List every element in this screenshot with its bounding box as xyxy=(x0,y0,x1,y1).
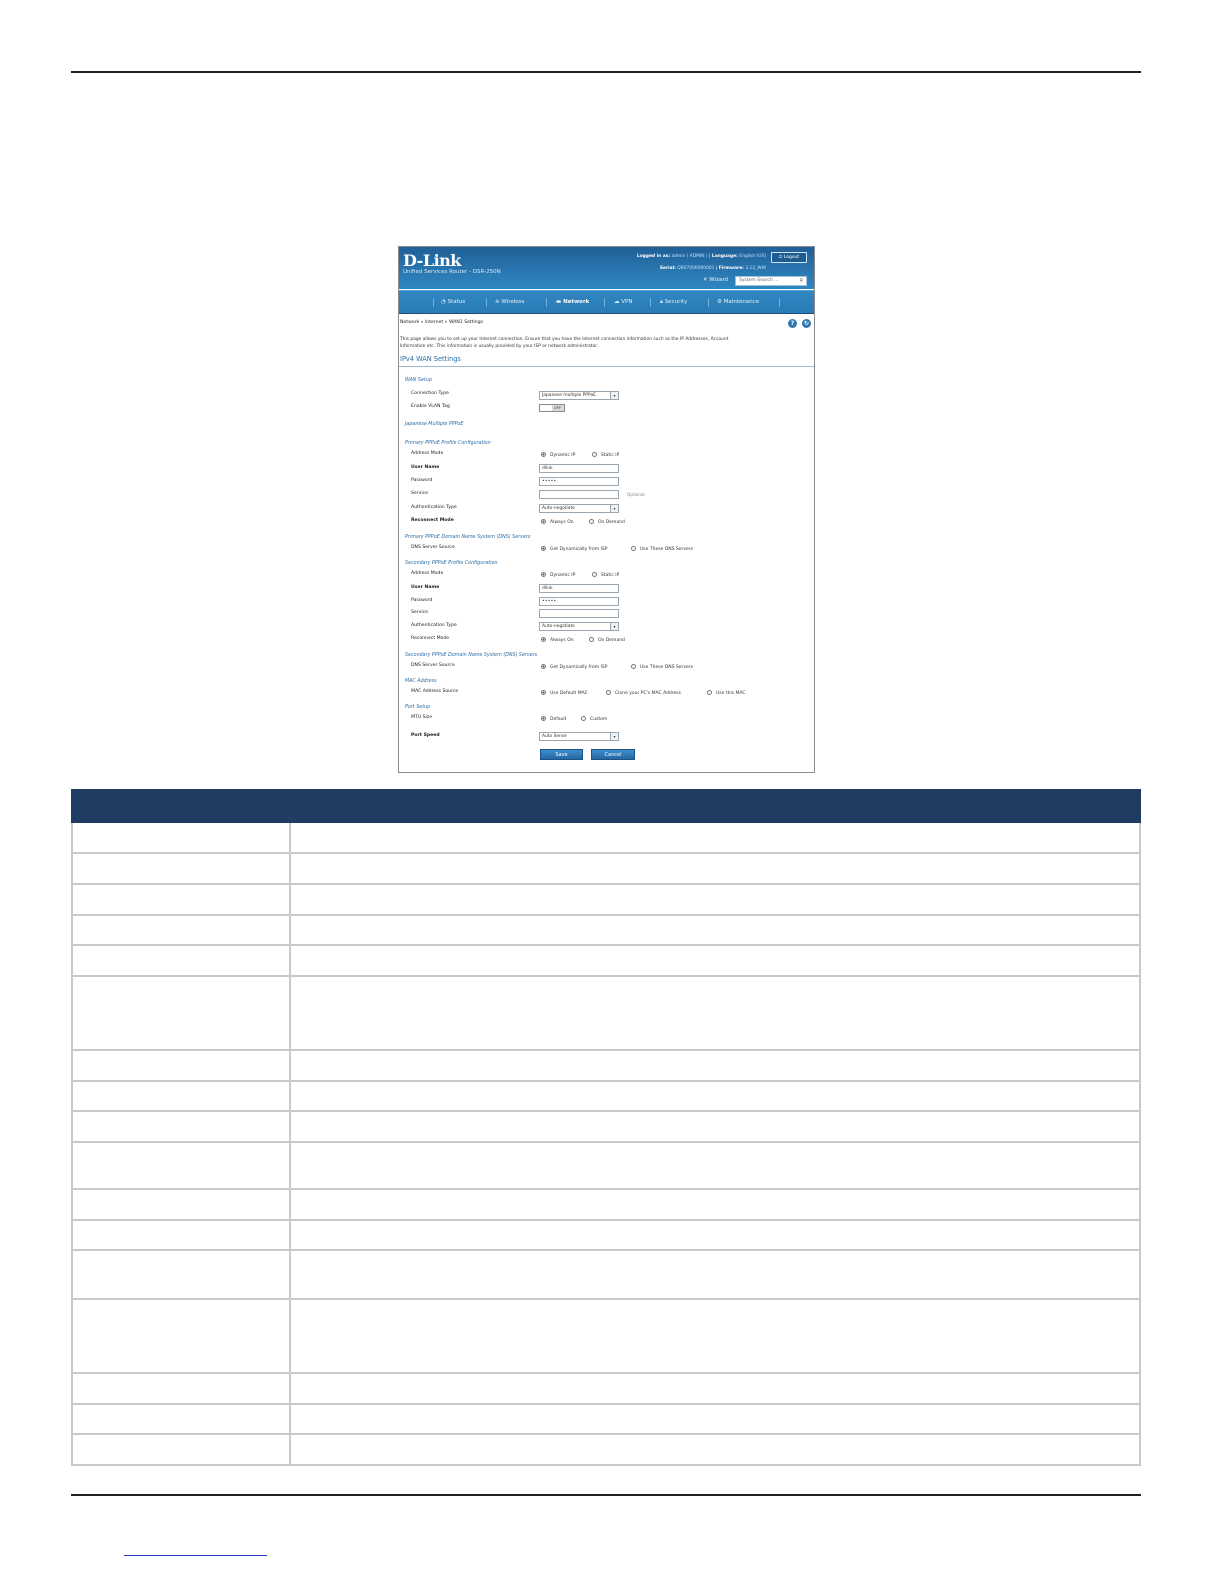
secondary-dns-source-label: DNS Server Source xyxy=(411,663,455,668)
secondary-password-input[interactable]: ••••• xyxy=(539,597,619,606)
secondary-static-ip-radio[interactable]: Static IP xyxy=(592,572,619,578)
connection-type-select[interactable]: Japanese multiple PPPoE ▾ xyxy=(539,391,619,400)
secondary-password-label: Password xyxy=(411,598,433,603)
table-row xyxy=(72,853,1140,884)
product-name: Unified Services Router - DSR-250N xyxy=(403,269,501,275)
table-row xyxy=(72,1404,1140,1434)
cloud-icon: ☁ xyxy=(614,299,622,305)
device-info: Serial: QB07000000001 | Firmware: 3.12_WW xyxy=(659,266,766,271)
gauge-icon: ◔ xyxy=(441,299,448,305)
chevron-down-icon: ▾ xyxy=(610,505,618,512)
section-primary-profile: Primary PPPoE Profile Configuration xyxy=(405,441,491,446)
secondary-auth-type-label: Authentication Type xyxy=(411,623,457,628)
table-cell xyxy=(72,1250,290,1299)
tab-maintenance[interactable]: ⚙ Maintenance xyxy=(717,299,760,305)
network-icon: ▬ xyxy=(556,299,564,305)
table-row xyxy=(72,1142,1140,1189)
table-cell xyxy=(290,1189,1140,1220)
connection-type-label: Connection Type xyxy=(411,391,450,396)
enable-vlan-label: Enable VLAN Tag xyxy=(411,404,450,409)
save-button[interactable]: Save xyxy=(540,749,583,760)
mtu-custom-radio[interactable]: Custom xyxy=(581,716,607,722)
radio-selected-icon xyxy=(541,519,546,524)
primary-user-name-label: User Name xyxy=(411,465,440,470)
breadcrumb-wan1: WAN1 Settings xyxy=(448,320,484,325)
radio-icon xyxy=(592,452,597,457)
search-icon: ⚲ xyxy=(799,278,803,284)
help-icon[interactable]: ? xyxy=(788,319,797,328)
radio-selected-icon xyxy=(541,716,546,721)
mac-use-this-radio[interactable]: Use this MAC xyxy=(707,690,746,696)
table-row xyxy=(72,915,1140,945)
mtu-size-label: MTU Size xyxy=(411,715,433,720)
wand-icon: ✕ xyxy=(702,277,710,283)
table-row xyxy=(72,1373,1140,1404)
secondary-dns-use-these-radio[interactable]: Use These DNS Servers xyxy=(631,664,693,670)
nav-separator xyxy=(433,298,434,307)
primary-dns-dynamic-radio[interactable]: Get Dynamically from ISP xyxy=(541,546,607,552)
breadcrumb-network[interactable]: Network xyxy=(400,320,420,325)
mac-use-default-radio[interactable]: Use Default MAC xyxy=(541,690,588,696)
table-row xyxy=(72,822,1140,853)
secondary-user-name-input[interactable]: dlink xyxy=(539,584,619,593)
table-cell xyxy=(72,1404,290,1434)
firmware-label: Firmware: xyxy=(718,266,744,271)
nav-separator xyxy=(486,298,487,307)
section-wan-setup: WAN Setup xyxy=(405,378,432,383)
table-row xyxy=(72,1250,1140,1299)
table-cell xyxy=(72,915,290,945)
table-cell xyxy=(290,1299,1140,1373)
table-row xyxy=(72,976,1140,1050)
logged-in-label: Logged in as: xyxy=(636,254,671,259)
table-row xyxy=(72,1050,1140,1081)
mac-clone-radio[interactable]: Clone your PC's MAC Address xyxy=(606,690,681,696)
radio-selected-icon xyxy=(541,690,546,695)
main-nav xyxy=(399,290,814,314)
secondary-service-label: Service xyxy=(411,610,428,615)
primary-always-on-radio[interactable]: Always On xyxy=(541,519,574,525)
tab-network[interactable]: ▬ Network xyxy=(556,299,590,305)
table-cell xyxy=(290,1050,1140,1081)
header-rule xyxy=(71,71,1141,73)
radio-icon xyxy=(606,690,611,695)
nav-separator xyxy=(650,298,651,307)
table-cell xyxy=(72,1220,290,1250)
language-value[interactable]: English [US] xyxy=(739,254,766,259)
primary-password-label: Password xyxy=(411,478,433,483)
primary-on-demand-radio[interactable]: On Demand xyxy=(589,519,625,525)
nav-separator xyxy=(708,298,709,307)
logged-in-value: admin ( ADMIN ) xyxy=(671,254,708,259)
table-cell xyxy=(290,1250,1140,1299)
mtu-default-radio[interactable]: Default xyxy=(541,716,566,722)
footer-rule xyxy=(71,1494,1141,1496)
primary-reconnect-label: Reconnect Mode xyxy=(411,518,454,523)
table-cell xyxy=(290,945,1140,976)
secondary-reconnect-label: Reconnect Mode xyxy=(411,636,450,641)
table-cell xyxy=(72,1299,290,1373)
secondary-always-on-radio[interactable]: Always On xyxy=(541,637,574,643)
table-row xyxy=(72,1111,1140,1142)
page-title: IPv4 WAN Settings xyxy=(400,355,461,363)
secondary-address-mode-label: Address Mode xyxy=(411,571,444,576)
table-cell xyxy=(290,976,1140,1050)
section-japanese-pppoe: Japanese Multiple PPPoE xyxy=(405,422,464,427)
footer-link-underline[interactable] xyxy=(124,1555,267,1556)
table-cell xyxy=(72,1189,290,1220)
primary-service-label: Service xyxy=(411,491,428,496)
radio-icon xyxy=(581,716,586,721)
radio-selected-icon xyxy=(541,637,546,642)
router-header xyxy=(399,247,814,289)
table-header-cell xyxy=(290,790,1140,822)
table-cell xyxy=(72,945,290,976)
radio-icon xyxy=(707,690,712,695)
table-cell xyxy=(290,1373,1140,1404)
table-cell xyxy=(72,1373,290,1404)
system-search-input[interactable]: System Search ... ⚲ xyxy=(735,276,807,286)
radio-icon xyxy=(631,546,636,551)
power-icon: ⏻ xyxy=(778,255,784,260)
language-label: Language: xyxy=(711,254,738,259)
primary-auth-type-label: Authentication Type xyxy=(411,505,457,510)
tab-status[interactable]: ◔ Status xyxy=(441,299,466,305)
table-cell xyxy=(72,822,290,853)
table-cell xyxy=(72,1081,290,1111)
primary-auth-type-select[interactable]: Auto-negotiate ▾ xyxy=(539,504,619,513)
secondary-dynamic-ip-radio[interactable]: Dynamic IP xyxy=(541,572,575,578)
description-table xyxy=(71,789,1141,1466)
primary-service-input[interactable] xyxy=(539,490,619,499)
radio-icon xyxy=(592,572,597,577)
primary-dynamic-ip-radio[interactable]: Dynamic IP xyxy=(541,452,575,458)
router-screenshot xyxy=(398,246,815,773)
lock-icon: 🔒︎ xyxy=(660,299,665,305)
section-primary-dns: Primary PPPoE Domain Name System (DNS) Servers xyxy=(405,535,531,540)
secondary-auth-type-select[interactable]: Auto-negotiate ▾ xyxy=(539,622,619,631)
optional-hint: Optional xyxy=(627,492,645,497)
serial-value: QB07000000001 xyxy=(677,266,715,271)
table-header-row xyxy=(72,790,1140,822)
dlink-logo: D-Link xyxy=(403,251,461,270)
title-divider xyxy=(399,366,814,367)
gear-icon: ⚙ xyxy=(717,299,724,305)
primary-address-mode-label: Address Mode xyxy=(411,451,444,456)
table-row xyxy=(72,945,1140,976)
table-cell xyxy=(72,1111,290,1142)
table-cell xyxy=(72,976,290,1050)
tab-wireless[interactable]: ≋ Wireless xyxy=(495,299,525,305)
chevron-down-icon: ▾ xyxy=(610,623,618,630)
secondary-user-name-label: User Name xyxy=(411,585,440,590)
port-speed-select[interactable]: Auto Sense ▾ xyxy=(539,732,619,741)
breadcrumb: Network » Internet » WAN1 Settings xyxy=(400,320,484,325)
serial-label: Serial: xyxy=(659,266,676,271)
section-secondary-dns: Secondary PPPoE Domain Name System (DNS) Servers xyxy=(405,653,538,658)
table-cell xyxy=(290,822,1140,853)
table-cell xyxy=(72,1142,290,1189)
table-cell xyxy=(290,1081,1140,1111)
radio-selected-icon xyxy=(541,664,546,669)
radio-icon xyxy=(589,519,594,524)
table-row xyxy=(72,1189,1140,1220)
table-cell xyxy=(290,915,1140,945)
primary-user-name-input[interactable]: dlink xyxy=(539,464,619,473)
chevron-down-icon: ▾ xyxy=(610,733,618,740)
cancel-button[interactable]: Cancel xyxy=(591,749,635,760)
primary-dns-use-these-radio[interactable]: Use These DNS Servers xyxy=(631,546,693,552)
mac-source-label: MAC Address Source xyxy=(411,689,459,694)
table-cell xyxy=(290,1434,1140,1465)
tab-vpn[interactable]: ☁ VPN xyxy=(614,299,633,305)
breadcrumb-internet[interactable]: Internet xyxy=(424,320,444,325)
table-cell xyxy=(72,884,290,915)
secondary-on-demand-radio[interactable]: On Demand xyxy=(589,637,625,643)
firmware-value: 3.12_WW xyxy=(745,266,766,271)
primary-static-ip-radio[interactable]: Static IP xyxy=(592,452,619,458)
refresh-icon[interactable]: ↻ xyxy=(803,320,810,327)
table-row xyxy=(72,884,1140,915)
section-mac-address: MAC Address xyxy=(405,679,437,684)
page-intro: This page allows you to set up your Internet connection. Ensure that you have the Internet connection information such as the IP Addresses, Account Information etc. This information is usually provided by your ISP or network administrator. xyxy=(400,337,729,349)
table-cell xyxy=(290,1142,1140,1189)
radio-selected-icon xyxy=(541,546,546,551)
radio-icon xyxy=(589,637,594,642)
table-cell xyxy=(290,1220,1140,1250)
port-speed-label: Port Speed xyxy=(411,733,440,738)
chevron-down-icon: ▾ xyxy=(610,392,618,399)
wifi-icon: ≋ xyxy=(495,299,502,305)
primary-password-input[interactable]: ••••• xyxy=(539,477,619,486)
wizard-link[interactable]: ✕ Wizard xyxy=(702,277,728,283)
table-row xyxy=(72,1434,1140,1465)
table-row xyxy=(72,1220,1140,1250)
vlan-toggle[interactable]: OFF xyxy=(539,404,565,412)
nav-separator xyxy=(546,298,547,307)
table-cell xyxy=(72,853,290,884)
table-cell xyxy=(72,1050,290,1081)
radio-selected-icon xyxy=(541,572,546,577)
secondary-dns-dynamic-radio[interactable]: Get Dynamically from ISP xyxy=(541,664,607,670)
tab-security[interactable]: 🔒︎ Security xyxy=(660,299,688,305)
secondary-service-input[interactable] xyxy=(539,609,619,618)
nav-separator xyxy=(779,298,780,307)
section-secondary-profile: Secondary PPPoE Profile Configuration xyxy=(405,561,498,566)
table-cell xyxy=(290,1404,1140,1434)
table-cell xyxy=(290,884,1140,915)
table-row xyxy=(72,1299,1140,1373)
login-info: Logged in as: admin ( ADMIN ) | Language: English [US] xyxy=(636,254,766,259)
radio-selected-icon xyxy=(541,452,546,457)
primary-dns-source-label: DNS Server Source xyxy=(411,545,455,550)
radio-icon xyxy=(631,664,636,669)
table-cell xyxy=(72,1434,290,1465)
table-header-cell xyxy=(72,790,290,822)
logout-button[interactable]: ⏻ Logout xyxy=(771,252,807,263)
nav-separator xyxy=(604,298,605,307)
table-cell xyxy=(290,853,1140,884)
table-row xyxy=(72,1081,1140,1111)
section-port-setup: Port Setup xyxy=(405,705,431,710)
table-cell xyxy=(290,1111,1140,1142)
